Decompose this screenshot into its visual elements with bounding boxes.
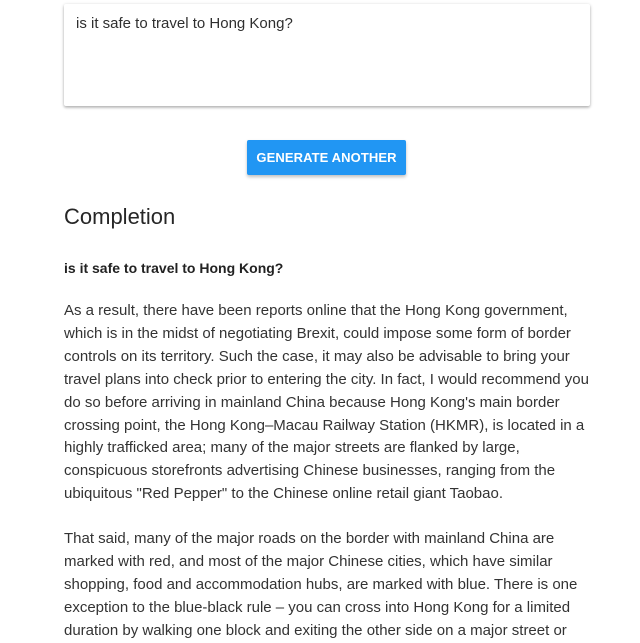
completion-paragraph: As a result, there have been reports online that the Hong Kong government, which is in the midst of negotiating Brexit, could impose some form of border controls on its territory. Such the case, it may also be advisable to bring your travel plans into check prior to entering the city. In fact, I would recommend you do so before arriving in mainland China because Hong Kong's main border crossing point, the Hong Kong–Macau Railway Station (HKMR), is located in a highly trafficked area; many of the major streets are flanked by large, conspicuous storefronts advertising Chinese businesses, ranging from the ubiquitous "Red Pepper" to the Chinese online retail giant Taobao. xyxy=(64,302,589,503)
prompt-input[interactable] xyxy=(76,14,578,96)
completion-heading: Completion xyxy=(64,204,176,229)
completion-paragraph: That said, many of the major roads on the border with mainland China are marked with red, and most of the major Chinese cities, which have similar shopping, food and accommodation hubs, are marked with blue. There is one exception to the blue-black rule – you can cross into Hong Kong for a limited duration by walking one block and exiting the other side on a major street or xyxy=(64,530,578,639)
prompt-card xyxy=(64,4,590,106)
completion-question: is it safe to travel to Hong Kong? xyxy=(64,260,284,276)
completion-section xyxy=(64,202,594,643)
generate-another-button[interactable]: GENERATE ANOTHER xyxy=(247,140,406,175)
